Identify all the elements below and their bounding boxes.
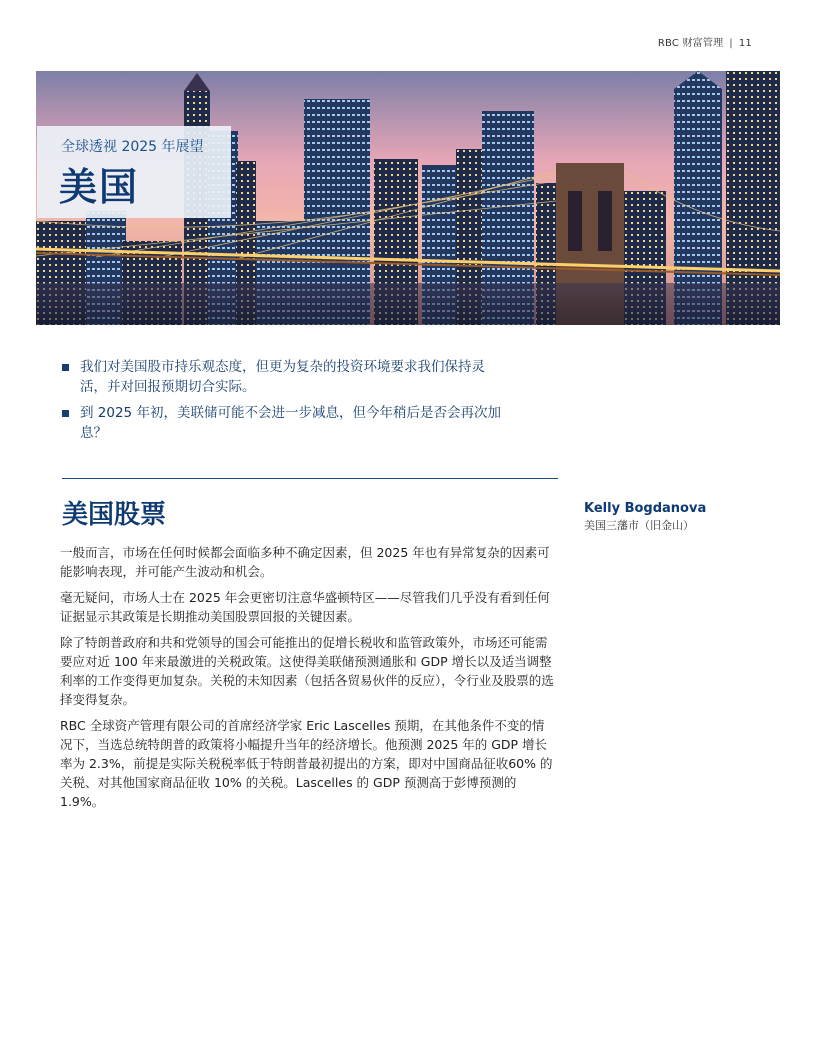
key-point-text: 我们对美国股市持乐观态度，但更为复杂的投资环境要求我们保持灵活，并对回报预期切合实际。 bbox=[80, 359, 485, 395]
author-block bbox=[584, 501, 706, 533]
section-title: 美国股票 bbox=[62, 500, 167, 530]
bullet-square-icon bbox=[62, 410, 69, 417]
country-title: 美国 bbox=[59, 165, 140, 209]
paragraph: 一般而言，市场在任何时候都会面临多种不确定因素，但 2025 年也有异常复杂的因素可能影响表现，并可能产生波动和机会。 bbox=[60, 545, 550, 579]
paragraph: 除了特朗普政府和共和党领导的国会可能推出的促增长税收和监管政策外，市场还可能需要应对近 100 年来最激进的关税政策。这使得美联储预测通胀和 GDP 增长以及适当调整利率的工作变得更加复杂。关税的未知因素（包括各贸易伙伴的反应），令行业及股票的选择变得复杂。 bbox=[60, 635, 554, 707]
paragraph: 毫无疑问，市场人士在 2025 年会更密切注意华盛顿特区——尽管我们几乎没有看到任何证据显示其政策是长期推动美国股票回报的关键因素。 bbox=[60, 590, 550, 624]
section-divider bbox=[62, 478, 558, 479]
article-body bbox=[60, 543, 556, 818]
brand-label: RBC 财富管理 bbox=[657, 38, 724, 49]
page-header bbox=[658, 34, 752, 49]
key-points-list bbox=[62, 357, 502, 449]
key-point-text: 到 2025 年初，美联储可能不会进一步减息，但今年稍后是否会再次加息？ bbox=[80, 405, 501, 441]
author-location: 美国三藩市（旧金山） bbox=[584, 519, 694, 532]
hero-title-box bbox=[37, 126, 231, 218]
header-separator: | bbox=[729, 38, 733, 49]
report-kicker: 全球透视 2025 年展望 bbox=[61, 139, 204, 155]
paragraph: RBC 全球资产管理有限公司的首席经济学家 Eric Lascelles 预期，在其他条件不变的情况下，当选总统特朗普的政策将小幅提升当年的经济增长。他预测 2025 年的 GDP 增长率为 2.3%，前提是实际关税税率低于特朗普最初提出的方案，即对中国商品征收60% 的关税、对其他国家商品征收 10% 的关税。Lascelles 的 GDP 预测高于彭博预测的 1.9%。 bbox=[60, 718, 553, 809]
key-point-item bbox=[62, 403, 502, 443]
bullet-square-icon bbox=[62, 364, 69, 371]
author-name: Kelly Bogdanova bbox=[584, 501, 707, 516]
page-number: 11 bbox=[738, 38, 752, 49]
key-point-item bbox=[62, 357, 502, 397]
